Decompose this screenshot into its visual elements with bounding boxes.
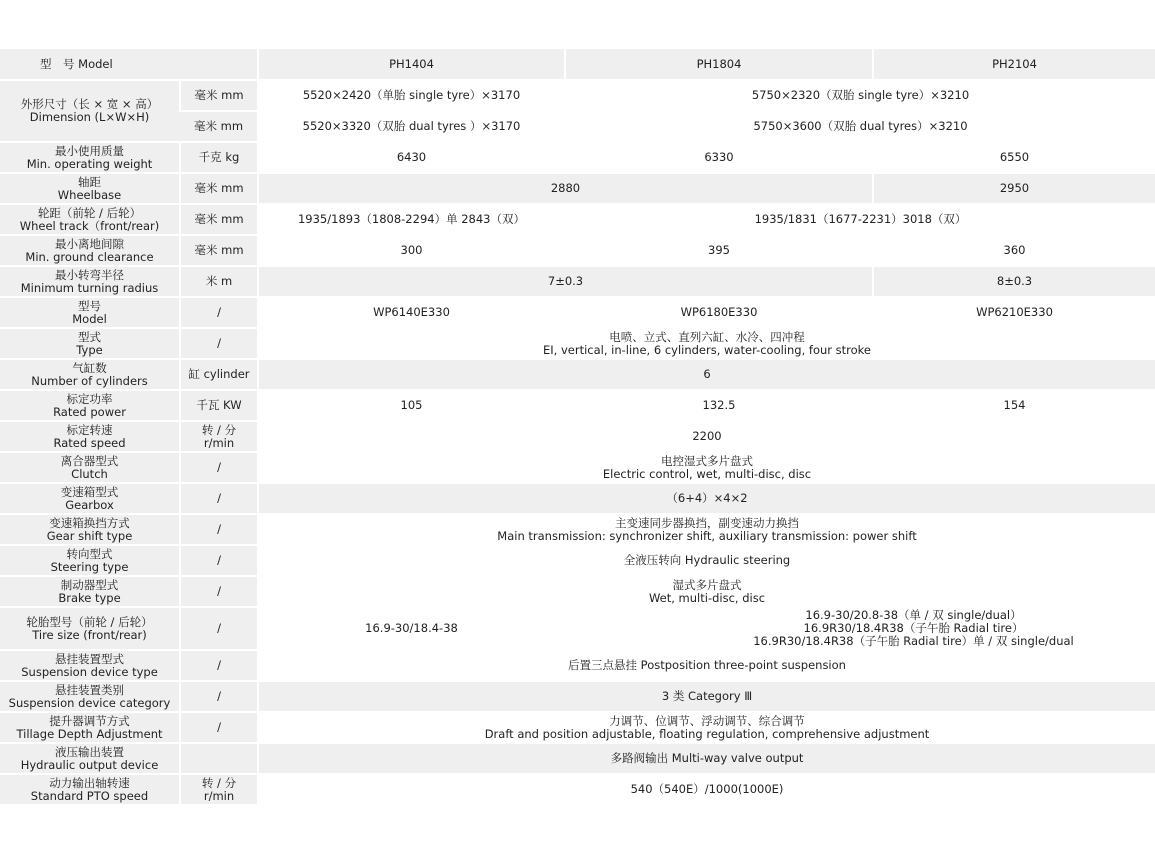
engine-model-label [0, 297, 180, 328]
brake-label [0, 576, 180, 607]
clearance-ph1404: 300 [258, 235, 565, 266]
wheelbase-label-en: Wheelbase [57, 187, 122, 202]
power-label-en: Rated power [53, 404, 126, 419]
steering-label-en: Steering type [50, 559, 129, 574]
tire-ph1404: 16.9-30/18.4-38 [258, 607, 565, 650]
hydraulic-row [0, 743, 1155, 774]
engine-model-label-cn: 型号 [78, 298, 101, 313]
clutch-value-cn: 电控湿式多片盘式 [661, 453, 753, 468]
clearance-label [0, 235, 180, 266]
clutch-unit: / [180, 452, 258, 483]
dimension-label-en: Dimension (L×W×H) [29, 110, 150, 124]
wheelbase-label [0, 173, 180, 204]
clutch-label-en: Clutch [71, 466, 108, 481]
hydraulic-unit [180, 743, 258, 774]
gearbox-row [0, 483, 1155, 514]
track-ph1404: 1935/1893（1808-2294）单 2843（双） [258, 204, 565, 235]
suspension-type-value: 后置三点悬挂 Postposition three-point suspension [258, 650, 1155, 681]
tire-ph1804-ph2104 [565, 607, 1155, 650]
speed-unit: 转 / 分 r/min [180, 421, 258, 452]
cylinders-unit: 缸 cylinder [180, 359, 258, 390]
dimension-single-unit: 毫米 mm [180, 80, 258, 111]
clutch-value [258, 452, 1155, 483]
gearshift-value-en: Main transmission: synchronizer shift, auxiliary transmission: power shift [497, 528, 917, 543]
clearance-label-en: Min. ground clearance [25, 249, 154, 264]
weight-label [0, 142, 180, 173]
steering-value: 全液压转向 Hydraulic steering [258, 545, 1155, 576]
pto-value: 540（540E）/1000(1000E) [258, 774, 1155, 805]
clearance-unit: 毫米 mm [180, 235, 258, 266]
hydraulic-value: 多路阀输出 Multi-way valve output [258, 743, 1155, 774]
clutch-label [0, 452, 180, 483]
track-label [0, 204, 180, 235]
brake-value [258, 576, 1155, 607]
weight-label-cn: 最小使用质量 [55, 143, 124, 158]
suspension-type-label-en: Suspension device type [21, 664, 158, 679]
dimension-dual-other: 5750×3600（双胎 dual tyres）×3210 [565, 111, 1155, 142]
clutch-label-cn: 离合器型式 [60, 453, 119, 468]
turning-label-cn: 最小转弯半径 [55, 267, 124, 282]
clearance-ph1804: 395 [565, 235, 873, 266]
clutch-value-en: Electric control, wet, multi-disc, disc [602, 466, 812, 481]
dimension-single-ph1404: 5520×2420（单胎 single tyre）×3170 [258, 80, 565, 111]
tillage-label-en: Tillage Depth Adjustment [16, 726, 163, 741]
suspension-type-label-cn: 悬挂装置型式 [55, 651, 124, 666]
track-label-en: Wheel track（front/rear) [19, 218, 160, 233]
dimension-single-other: 5750×2320（双胎 single tyre）×3210 [565, 80, 1155, 111]
gearshift-value [258, 514, 1155, 545]
power-row [0, 390, 1155, 421]
clearance-row [0, 235, 1155, 266]
engine-type-label-cn: 型式 [78, 329, 101, 344]
tire-option-1: 16.9-30/20.8-38（单 / 双 single/dual） [805, 608, 1022, 622]
tire-option-2: 16.9R30/18.4R38（子午胎 Radial tire） [803, 621, 1024, 635]
turning-ph1404-ph1804: 7±0.3 [258, 266, 873, 297]
speed-row [0, 421, 1155, 452]
clearance-ph2104: 360 [873, 235, 1155, 266]
speed-value: 2200 [258, 421, 1155, 452]
pto-label-en: Standard PTO speed [30, 788, 149, 803]
gearshift-unit: / [180, 514, 258, 545]
cylinders-label [0, 359, 180, 390]
tillage-unit: / [180, 712, 258, 743]
brake-value-en: Wet, multi-disc, disc [648, 590, 766, 605]
spec-table [0, 49, 1155, 806]
tire-label-cn: 轮胎型号（前轮 / 后轮） [26, 614, 153, 629]
turning-label-en: Minimum turning radius [20, 280, 159, 295]
suspension-category-label-cn: 悬挂装置类别 [55, 682, 124, 697]
turning-label [0, 266, 180, 297]
gearbox-value: （6+4）×4×2 [258, 483, 1155, 514]
suspension-category-unit: / [180, 681, 258, 712]
steering-unit: / [180, 545, 258, 576]
track-label-cn: 轮距（前轮 / 后轮） [37, 205, 142, 220]
gearshift-label [0, 514, 180, 545]
steering-label-cn: 转向型式 [66, 546, 113, 561]
tillage-value [258, 712, 1155, 743]
weight-ph1404: 6430 [258, 142, 565, 173]
turning-ph2104: 8±0.3 [873, 266, 1155, 297]
wheelbase-row [0, 173, 1155, 204]
wheelbase-label-cn: 轴距 [78, 174, 101, 189]
gearbox-label-cn: 变速箱型式 [60, 484, 119, 499]
suspension-type-unit: / [180, 650, 258, 681]
gearshift-value-cn: 主变速同步器换挡，副变速动力换挡 [615, 515, 799, 530]
engine-model-ph1804: WP6180E330 [565, 297, 873, 328]
model-header-ph2104: PH2104 [873, 49, 1155, 80]
turning-row [0, 266, 1155, 297]
tire-label [0, 607, 180, 650]
engine-type-unit: / [180, 328, 258, 359]
power-ph2104: 154 [873, 390, 1155, 421]
suspension-category-value: 3 类 Category Ⅲ [258, 681, 1155, 712]
suspension-type-label [0, 650, 180, 681]
weight-label-en: Min. operating weight [26, 156, 153, 171]
gearshift-label-cn: 变速箱换挡方式 [49, 515, 130, 530]
gearbox-unit: / [180, 483, 258, 514]
power-unit: 千瓦 KW [180, 390, 258, 421]
tillage-value-cn: 力调节、位调节、浮动调节、综合调节 [609, 713, 805, 728]
dimension-row-single [0, 80, 1155, 111]
power-ph1404: 105 [258, 390, 565, 421]
cylinders-row [0, 359, 1155, 390]
track-unit: 毫米 mm [180, 204, 258, 235]
brake-value-cn: 湿式多片盘式 [672, 577, 742, 592]
clearance-label-cn: 最小离地间隙 [55, 236, 124, 251]
power-label [0, 390, 180, 421]
speed-label [0, 421, 180, 452]
tillage-label [0, 712, 180, 743]
suspension-type-row [0, 650, 1155, 681]
suspension-category-label-en: Suspension device category [8, 695, 171, 710]
brake-row [0, 576, 1155, 607]
track-row [0, 204, 1155, 235]
engine-type-value-en: EI, vertical, in-line, 6 cylinders, water-cooling, four stroke [543, 342, 871, 357]
suspension-category-label [0, 681, 180, 712]
weight-ph1804: 6330 [565, 142, 873, 173]
wheelbase-ph1404-ph1804: 2880 [258, 173, 873, 204]
engine-model-ph2104: WP6210E330 [873, 297, 1155, 328]
tillage-row [0, 712, 1155, 743]
hydraulic-label-en: Hydraulic output device [20, 757, 159, 772]
pto-label [0, 774, 180, 805]
track-ph1804-ph2104: 1935/1831（1677-2231）3018（双） [565, 204, 1155, 235]
weight-ph2104: 6550 [873, 142, 1155, 173]
cylinders-label-cn: 气缸数 [72, 360, 107, 375]
speed-label-cn: 标定转速 [66, 422, 113, 437]
brake-label-en: Brake type [58, 590, 121, 605]
turning-unit: 米 m [180, 266, 258, 297]
model-header-ph1404: PH1404 [258, 49, 565, 80]
engine-type-row [0, 328, 1155, 359]
dimension-dual-unit: 毫米 mm [180, 111, 258, 142]
steering-row [0, 545, 1155, 576]
engine-type-value-cn: 电喷、立式、直列六缸、水冷、四冲程 [609, 329, 805, 344]
hydraulic-label [0, 743, 180, 774]
dimension-label-cn: 外形尺寸（长 × 宽 × 高） [20, 97, 159, 111]
suspension-category-row [0, 681, 1155, 712]
speed-label-en: Rated speed [53, 435, 126, 450]
tire-label-en: Tire size (front/rear) [32, 627, 147, 642]
pto-label-cn: 动力输出轴转速 [49, 775, 130, 790]
clutch-row [0, 452, 1155, 483]
brake-unit: / [180, 576, 258, 607]
wheelbase-ph2104: 2950 [873, 173, 1155, 204]
tillage-value-en: Draft and position adjustable, floating regulation, comprehensive adjustment [484, 726, 930, 741]
weight-unit: 千克 kg [180, 142, 258, 173]
gearbox-label-en: Gearbox [65, 497, 114, 512]
model-header-ph1804: PH1804 [565, 49, 873, 80]
cylinders-label-en: Number of cylinders [31, 373, 148, 388]
tire-option-3: 16.9R30/18.4R38（子午胎 Radial tire）单 / 双 single/dual [753, 634, 1074, 648]
engine-model-unit: / [180, 297, 258, 328]
gearshift-label-en: Gear shift type [46, 528, 133, 543]
brake-label-cn: 制动器型式 [60, 577, 119, 592]
engine-model-ph1404: WP6140E330 [258, 297, 565, 328]
tire-row [0, 607, 1155, 650]
weight-row [0, 142, 1155, 173]
model-header-label: 型 号 Model [0, 49, 258, 80]
engine-model-row [0, 297, 1155, 328]
tillage-label-cn: 提升器调节方式 [49, 713, 130, 728]
tire-unit: / [180, 607, 258, 650]
gearshift-row [0, 514, 1155, 545]
pto-row [0, 774, 1155, 805]
dimension-label [0, 80, 180, 142]
cylinders-value: 6 [258, 359, 1155, 390]
engine-type-label [0, 328, 180, 359]
steering-label [0, 545, 180, 576]
gearbox-label [0, 483, 180, 514]
pto-unit: 转 / 分 r/min [180, 774, 258, 805]
power-label-cn: 标定功率 [66, 391, 113, 406]
hydraulic-label-cn: 液压输出装置 [55, 744, 124, 759]
dimension-dual-ph1404: 5520×3320（双胎 dual tyres ）×3170 [258, 111, 565, 142]
engine-type-value [258, 328, 1155, 359]
engine-type-label-en: Type [76, 342, 103, 357]
power-ph1804: 132.5 [565, 390, 873, 421]
engine-model-label-en: Model [72, 311, 107, 326]
header-row [0, 49, 1155, 80]
wheelbase-unit: 毫米 mm [180, 173, 258, 204]
